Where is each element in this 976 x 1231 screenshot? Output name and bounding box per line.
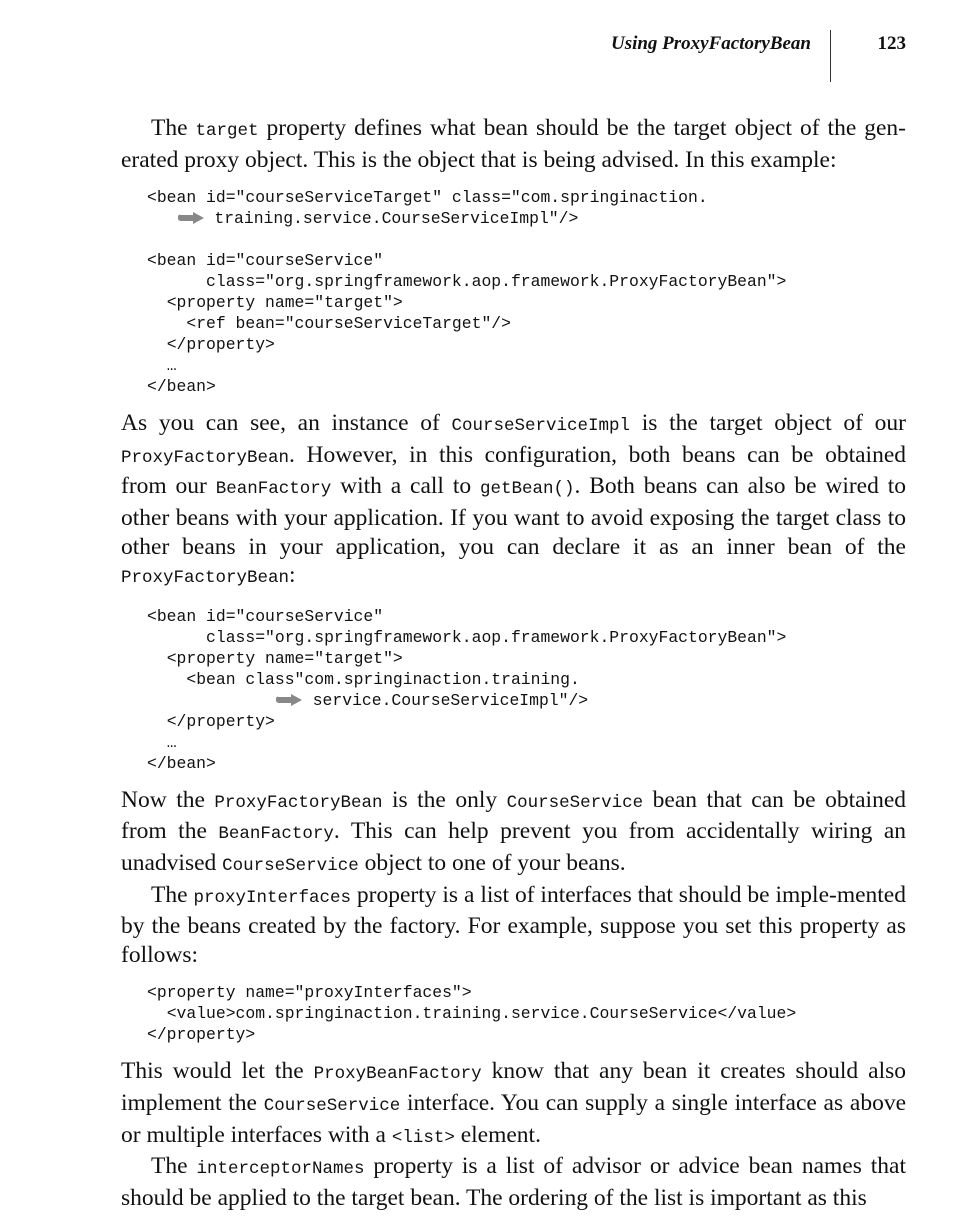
code-line: </property>: [166, 335, 275, 355]
code-line: </bean>: [147, 377, 216, 397]
code-line: <bean id="courseServiceTarget" class="com.springinaction.: [147, 188, 708, 208]
code-line: </property>: [166, 711, 275, 731]
code-line: <property name="target">: [166, 648, 403, 668]
code-block-inner-bean: [147, 606, 906, 774]
code-line: <property name="proxyInterfaces">: [147, 983, 472, 1003]
code-line: class="org.springframework.aop.framework.ProxyFactoryBean">: [206, 627, 787, 647]
paragraph-interceptor-names: The interceptorNames property is a list of advisor or advice bean names that should be applied to the target bean. The ordering of the list is important as this: [121, 1153, 906, 1211]
inline-code: BeanFactory: [215, 479, 332, 500]
code-line: …: [166, 356, 177, 376]
paragraph-inner-bean: As you can see, an instance of CourseServiceImpl is the target object of our ProxyFactoryBean. However, in this configuration, both beans can be obtained from our BeanFactory with a call to getBean(). Both beans can also be wired to other beans with your application. If you want to avoid exposing the target class to other beans in your application, you can declare it as an inner bean of the ProxyFactoryBean:: [121, 410, 907, 589]
code-line: <ref bean="courseServiceTarget"/>: [186, 314, 511, 334]
code-line: </bean>: [147, 753, 216, 773]
inline-code: CourseServiceImpl: [451, 416, 631, 437]
paragraph-course-service-interface: This would let the ProxyBeanFactory know that any bean it creates should also implement the CourseService interface. You can supply a single interface as above or multiple interfaces with a <list> element.: [121, 1058, 906, 1148]
page-body: [121, 114, 906, 1212]
code-line: <bean id="courseService": [147, 606, 384, 626]
paragraph-only-bean: Now the ProxyFactoryBean is the only CourseService bean that can be obtained from the BeanFactory. This can help prevent you from accidentally wiring an unadvised CourseService object to one of your beans.: [121, 786, 907, 876]
code-line: class="org.springframework.aop.framework.ProxyFactoryBean">: [206, 272, 787, 292]
inline-code: getBean(): [479, 479, 575, 500]
code-line: <bean class"com.springinaction.training.: [186, 669, 580, 689]
code-line: service.CourseServiceImpl"/>: [147, 690, 906, 711]
inline-code: BeanFactory: [218, 824, 334, 845]
code-line: <bean id="courseService": [147, 251, 384, 271]
line-continuation-arrow-icon: [177, 212, 205, 224]
code-line: …: [166, 732, 177, 752]
inline-code: <list>: [391, 1127, 455, 1148]
code-line: <value>com.springinaction.training.service.CourseService</value>: [166, 1004, 797, 1024]
page-header: [0, 30, 976, 82]
inline-code: ProxyFactoryBean: [121, 568, 290, 589]
code-block-target-bean: [147, 187, 906, 397]
inline-code: ProxyFactoryBean: [214, 792, 383, 813]
inline-code: CourseService: [506, 792, 644, 813]
code-line: <property name="target">: [166, 293, 403, 313]
running-title: Using ProxyFactoryBean: [610, 33, 811, 54]
code-block-proxy-interfaces: [147, 982, 906, 1045]
inline-code: CourseService: [263, 1095, 401, 1116]
header-divider: [830, 30, 831, 82]
paragraph-target-property: The target property defines what bean should be the target object of the gen-erated proxy object. This is the object that is being advised. In this example:: [121, 115, 906, 173]
inline-code: interceptorNames: [196, 1159, 365, 1180]
page-number: 123: [877, 33, 906, 54]
paragraph-proxy-interfaces: The proxyInterfaces property is a list of interfaces that should be imple-mented by the beans created by the factory. For example, suppose you set this property as follows:: [121, 881, 906, 968]
inline-code: ProxyBeanFactory: [313, 1064, 482, 1085]
inline-code: target: [195, 121, 259, 141]
inline-code: CourseService: [222, 855, 359, 876]
code-line: training.service.CourseServiceImpl"/>: [147, 208, 906, 229]
line-continuation-arrow-icon: [275, 694, 303, 706]
inline-code: ProxyFactoryBean: [121, 447, 290, 468]
inline-code: proxyInterfaces: [193, 887, 351, 908]
code-line: </property>: [147, 1025, 256, 1045]
